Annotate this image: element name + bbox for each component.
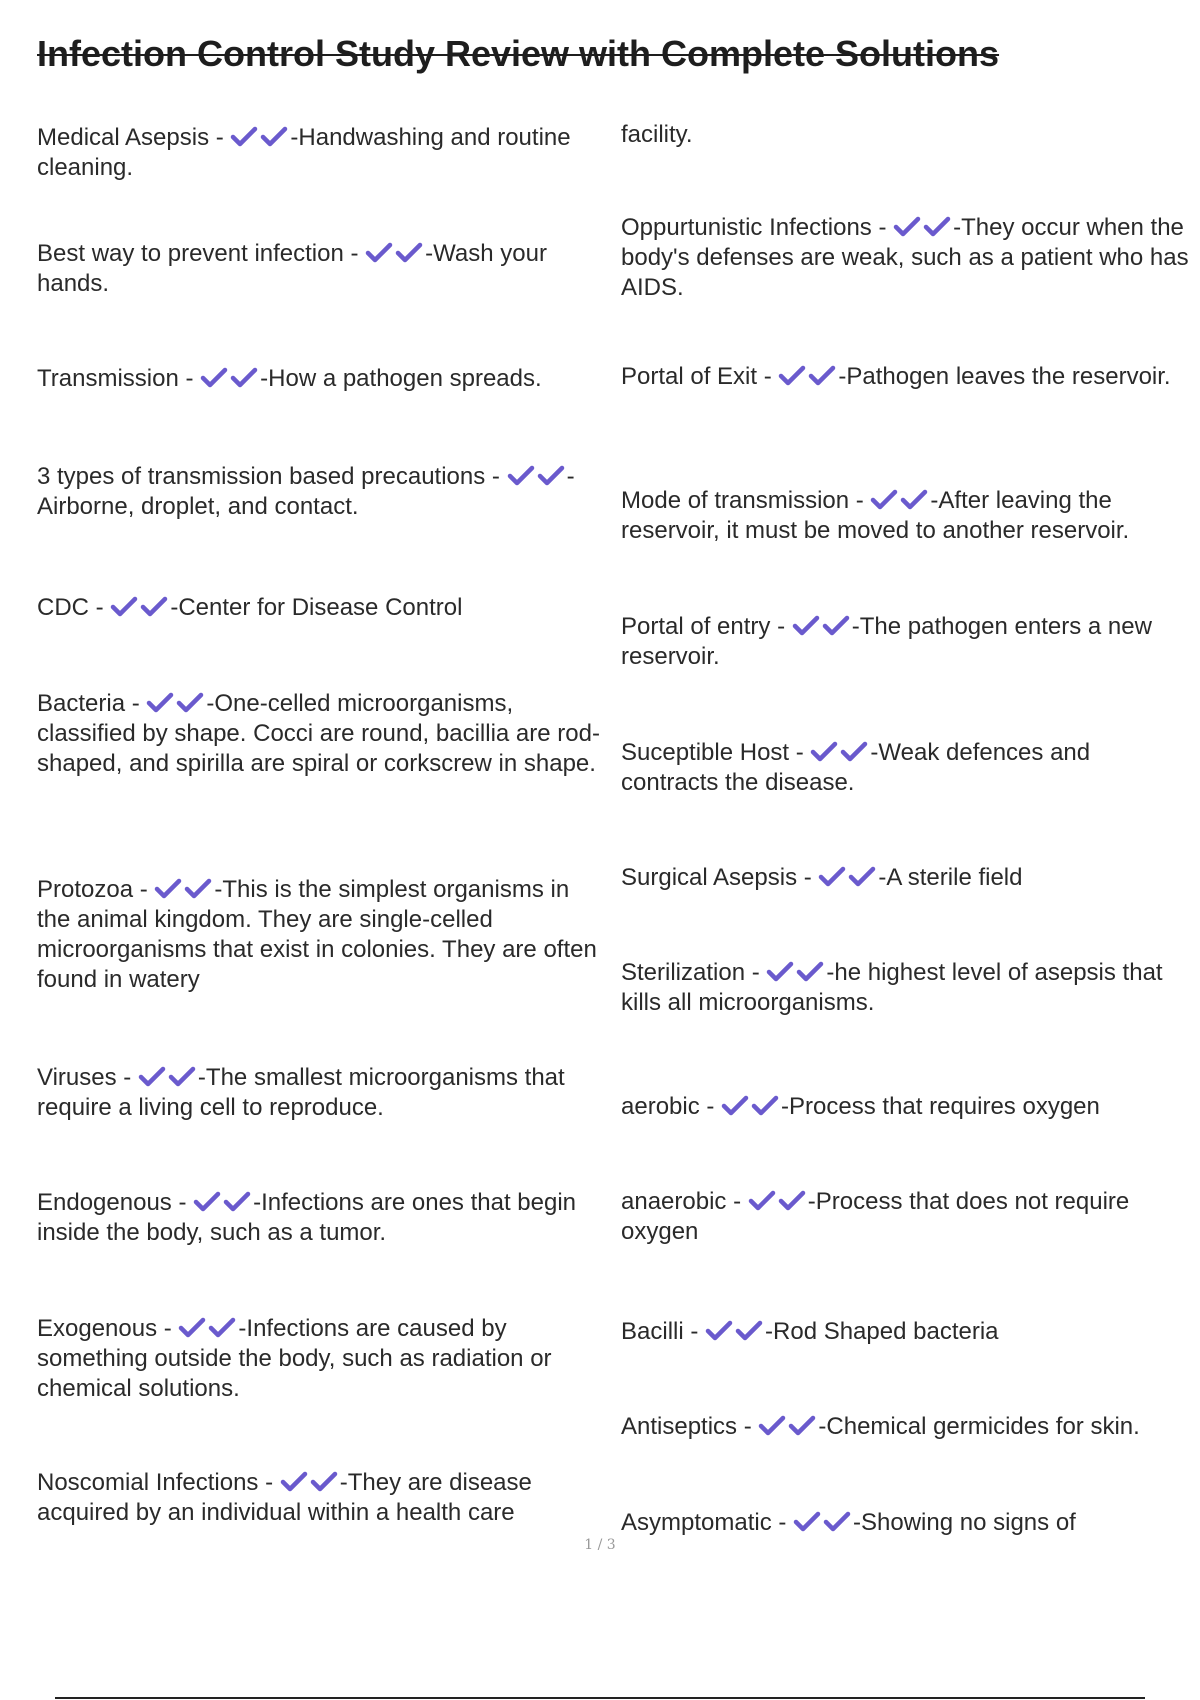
- checkmark-icon: [110, 596, 140, 618]
- entry-term: Best way to prevent infection: [37, 240, 344, 267]
- checkmark-icon: [310, 1471, 340, 1493]
- entry-definition: -Process that requires oxygen: [781, 1093, 1100, 1120]
- entry-term: Bacilli: [621, 1318, 684, 1345]
- left-entry: Exogenous - -Infections are caused by something outside the body, such as radiation or chemical solutions.: [37, 1315, 552, 1402]
- entry-definition: -Showing no signs of: [853, 1509, 1076, 1536]
- entry-definition: -Center for Disease Control: [170, 594, 463, 621]
- checkmark-icon: [758, 1415, 788, 1437]
- checkmark-icon: [788, 1415, 818, 1437]
- entry-term: 3 types of transmission based precautions: [37, 463, 486, 490]
- entry-term: Sterilization: [621, 959, 746, 986]
- left-entry: Viruses - -The smallest microorganisms that require a living cell to reproduce.: [37, 1064, 565, 1121]
- entry-term: Antiseptics: [621, 1413, 738, 1440]
- entry-definition: -Pathogen leaves the reservoir.: [838, 363, 1171, 390]
- entry-term: Asymptomatic: [621, 1509, 772, 1536]
- checkmark-icon: [230, 126, 260, 148]
- entry-term: Mode of transmission: [621, 487, 850, 514]
- entry-term: Oppurtunistic Infections: [621, 214, 872, 241]
- entry-definition: -The pathogen enters a new reservoir.: [621, 613, 1152, 670]
- entry-definition: -They occur when the body's defenses are weak, such as a patient who has AIDS.: [621, 214, 1189, 301]
- entry-term: CDC: [37, 594, 89, 621]
- right-entry: Bacilli - -Rod Shaped bacteria: [621, 1318, 999, 1345]
- entry-term: Exogenous: [37, 1315, 158, 1342]
- continuation-text: facility.: [621, 121, 693, 148]
- left-entry: Medical Asepsis - -Handwashing and routine cleaning.: [37, 124, 571, 181]
- right-entry: aerobic - -Process that requires oxygen: [621, 1093, 1100, 1120]
- checkmark-icon: [395, 242, 425, 264]
- checkmark-icon: [793, 1511, 823, 1533]
- entry-definition: -Infections are ones that begin inside the body, such as a tumor.: [37, 1189, 576, 1246]
- checkmark-icon: [848, 866, 878, 888]
- entry-definition: -Weak defences and contracts the disease.: [621, 739, 1091, 796]
- footer-divider: [55, 1697, 1145, 1699]
- checkmark-icon: [223, 1191, 253, 1213]
- checkmark-icon: [260, 126, 290, 148]
- left-entry: Noscomial Infections - -They are disease acquired by an individual within a health care: [37, 1469, 532, 1526]
- checkmark-icon: [900, 489, 930, 511]
- entry-term: Suceptible Host: [621, 739, 790, 766]
- left-entry: Best way to prevent infection - -Wash your hands.: [37, 240, 547, 297]
- right-entry: anaerobic - -Process that does not require oxygen: [621, 1188, 1130, 1245]
- entry-definition: -Handwashing and routine cleaning.: [37, 124, 571, 181]
- checkmark-icon: [200, 367, 230, 389]
- checkmark-icon: [808, 365, 838, 387]
- checkmark-icon: [840, 741, 870, 763]
- entry-term: anaerobic: [621, 1188, 727, 1215]
- right-entry: Oppurtunistic Infections - -They occur when the body's defenses are weak, such as a patient who has AIDS.: [621, 214, 1189, 301]
- entry-definition: -Process that does not require oxygen: [621, 1188, 1130, 1245]
- entry-definition: -One-celled microorganisms, classified by shape. Cocci are round, bacillia are rod-shaped, and spirilla are spiral or corkscrew in shape.: [37, 690, 600, 777]
- entry-definition: -Wash your hands.: [37, 240, 547, 297]
- entry-term: Endogenous: [37, 1189, 172, 1216]
- entry-term: Portal of Exit: [621, 363, 758, 390]
- checkmark-icon: [893, 216, 923, 238]
- entry-term: Surgical Asepsis: [621, 864, 798, 891]
- checkmark-icon: [365, 242, 395, 264]
- right-entry: Surgical Asepsis - -A sterile field: [621, 864, 1023, 891]
- entry-definition: -Infections are caused by something outside the body, such as radiation or chemical solutions.: [37, 1315, 552, 1402]
- checkmark-icon: [818, 866, 848, 888]
- checkmark-icon: [280, 1471, 310, 1493]
- checkmark-icon: [796, 961, 826, 983]
- entry-definition: -he highest level of asepsis that kills all microorganisms.: [621, 959, 1163, 1016]
- checkmark-icon: [822, 615, 852, 637]
- entry-term: Bacteria: [37, 690, 126, 717]
- left-entry: CDC - -Center for Disease Control: [37, 594, 463, 621]
- checkmark-icon: [140, 596, 170, 618]
- entry-term: Portal of entry: [621, 613, 771, 640]
- checkmark-icon: [735, 1320, 765, 1342]
- right-entry: Suceptible Host - -Weak defences and contracts the disease.: [621, 739, 1091, 796]
- right-entry: Sterilization - -he highest level of asepsis that kills all microorganisms.: [621, 959, 1163, 1016]
- checkmark-icon: [748, 1190, 778, 1212]
- entry-term: Noscomial Infections: [37, 1469, 259, 1496]
- checkmark-icon: [178, 1317, 208, 1339]
- checkmark-icon: [138, 1066, 168, 1088]
- entry-definition: -Airborne, droplet, and contact.: [37, 463, 575, 520]
- checkmark-icon: [507, 465, 537, 487]
- document-title: Infection Control Study Review with Complete Solutions: [37, 33, 1000, 74]
- left-entry: Bacteria - -One-celled microorganisms, classified by shape. Cocci are round, bacillia are rod-shaped, and spirilla are spiral or corkscrew in shape.: [37, 690, 600, 777]
- right-entry: Portal of entry - -The pathogen enters a new reservoir.: [621, 613, 1152, 670]
- checkmark-icon: [193, 1191, 223, 1213]
- entry-term: Protozoa: [37, 876, 134, 903]
- right-entry: Asymptomatic - -Showing no signs of: [621, 1509, 1076, 1536]
- checkmark-icon: [537, 465, 567, 487]
- checkmark-icon: [230, 367, 260, 389]
- checkmark-icon: [705, 1320, 735, 1342]
- entry-term: Viruses: [37, 1064, 117, 1091]
- entry-definition: -This is the simplest organisms in the animal kingdom. They are single-celled microorganisms that exist in colonies. They are often found in watery: [37, 876, 597, 993]
- entry-definition: -Rod Shaped bacteria: [765, 1318, 999, 1345]
- left-entry: 3 types of transmission based precautions - -Airborne, droplet, and contact.: [37, 463, 575, 520]
- checkmark-icon: [208, 1317, 238, 1339]
- checkmark-icon: [146, 692, 176, 714]
- checkmark-icon: [721, 1095, 751, 1117]
- left-entry: Endogenous - -Infections are ones that begin inside the body, such as a tumor.: [37, 1189, 576, 1246]
- entry-definition: -How a pathogen spreads.: [260, 365, 542, 392]
- checkmark-icon: [810, 741, 840, 763]
- entry-term: aerobic: [621, 1093, 700, 1120]
- checkmark-icon: [778, 1190, 808, 1212]
- checkmark-icon: [870, 489, 900, 511]
- entry-term: Medical Asepsis: [37, 124, 210, 151]
- checkmark-icon: [778, 365, 808, 387]
- checkmark-icon: [184, 878, 214, 900]
- page-indicator: 1 / 3: [584, 1537, 616, 1553]
- entry-definition: -Chemical germicides for skin.: [818, 1413, 1140, 1440]
- right-entry: Portal of Exit - -Pathogen leaves the reservoir.: [621, 363, 1171, 390]
- entry-definition: -After leaving the reservoir, it must be moved to another reservoir.: [621, 487, 1130, 544]
- checkmark-icon: [923, 216, 953, 238]
- right-entry: Mode of transmission - -After leaving the reservoir, it must be moved to another reservoir.: [621, 487, 1130, 544]
- entry-definition: -The smallest microorganisms that require a living cell to reproduce.: [37, 1064, 565, 1121]
- checkmark-icon: [154, 878, 184, 900]
- left-entry: Protozoa - -This is the simplest organisms in the animal kingdom. They are single-celled microorganisms that exist in colonies. They are often found in watery: [37, 876, 597, 993]
- checkmark-icon: [176, 692, 206, 714]
- checkmark-icon: [766, 961, 796, 983]
- checkmark-icon: [168, 1066, 198, 1088]
- checkmark-icon: [751, 1095, 781, 1117]
- left-entry: Transmission - -How a pathogen spreads.: [37, 365, 542, 392]
- checkmark-icon: [823, 1511, 853, 1533]
- entry-definition: -A sterile field: [878, 864, 1023, 891]
- checkmark-icon: [792, 615, 822, 637]
- entry-term: Transmission: [37, 365, 179, 392]
- right-entry: Antiseptics - -Chemical germicides for skin.: [621, 1413, 1140, 1440]
- entry-definition: -They are disease acquired by an individual within a health care: [37, 1469, 532, 1526]
